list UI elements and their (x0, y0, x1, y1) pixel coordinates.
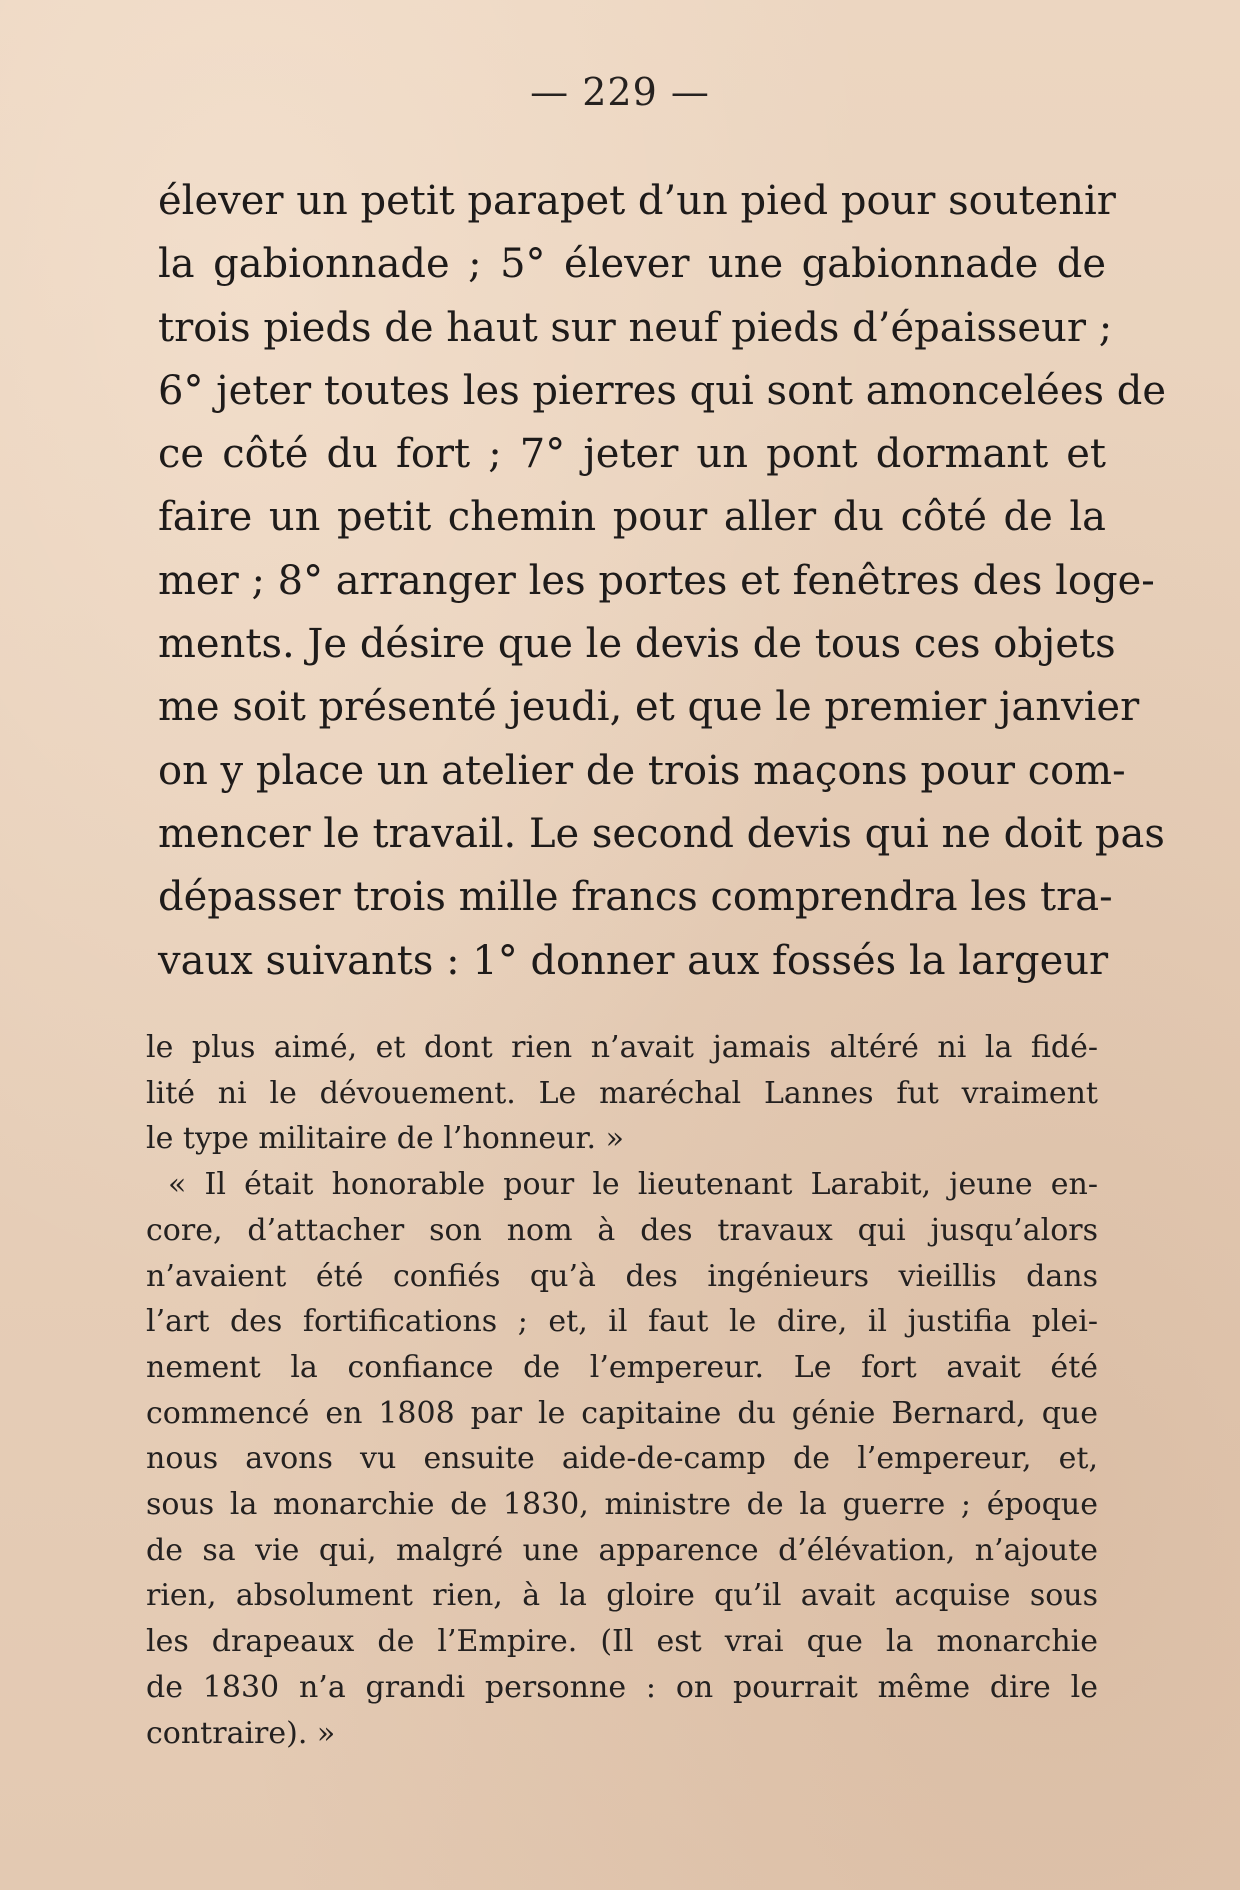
text-line: vaux suivants : 1° donner aux fossés la largeur (158, 937, 1109, 984)
main-text-block (158, 170, 1167, 993)
footnote-line: contraire). » (146, 1715, 336, 1751)
footnote-line: lité ni le dévouement. Le maréchal Lannes fut vraiment (146, 1075, 1098, 1111)
footnote-block (146, 1025, 1098, 1756)
footnote-line: le plus aimé, et dont rien n’avait jamais altéré ni la fidé- (146, 1030, 1098, 1065)
text-line: ce côté du fort ; 7° jeter un pont dormant et (158, 431, 1106, 478)
text-line: 6° jeter toutes les pierres qui sont amoncelées de (158, 367, 1167, 414)
footnote-line: de 1830 n’a grandi personne : on pourrait même dire le (146, 1669, 1098, 1705)
footnote-line: nous avons vu ensuite aide-de-camp de l’empereur, et, (146, 1441, 1098, 1477)
footnote-line: nement la confiance de l’empereur. Le fort avait été (146, 1349, 1098, 1385)
text-line: mer ; 8° arranger les portes et fenêtres des loge- (158, 557, 1155, 604)
footnote-line: « Il était honorable pour le lieutenant Larabit, jeune en- (168, 1167, 1098, 1203)
footnote-line: commencé en 1808 par le capitaine du génie Bernard, que (146, 1395, 1098, 1431)
text-line: trois pieds de haut sur neuf pieds d’épaisseur ; (158, 304, 1113, 351)
footnote-line: rien, absolument rien, à la gloire qu’il avait acquise sous (146, 1578, 1098, 1614)
text-line: faire un petit chemin pour aller du côté de la (158, 494, 1106, 541)
footnote-line: core, d’attacher son nom à des travaux qui jusqu’alors (146, 1212, 1098, 1248)
text-line: on y place un atelier de trois maçons pour com- (158, 747, 1126, 794)
text-line: mencer le travail. Le second devis qui ne doit pas (158, 810, 1165, 857)
footnote-line: les drapeaux de l’Empire. (Il est vrai que la monarchie (146, 1624, 1098, 1660)
footnote-line: de sa vie qui, malgré une apparence d’élévation, n’ajoute (146, 1532, 1098, 1568)
footnote-line: le type militaire de l’honneur. » (146, 1121, 624, 1157)
text-line: ments. Je désire que le devis de tous ces objets (158, 621, 1116, 668)
text-line: dépasser trois mille francs comprendra les tra- (158, 874, 1113, 921)
footnote-line: l’art des fortifications ; et, il faut le dire, il justifia plei- (146, 1304, 1098, 1340)
page-number: — 229 — (530, 70, 710, 114)
text-line: me soit présenté jeudi, et que le premier janvier (158, 684, 1140, 731)
footnote-line: sous la monarchie de 1830, ministre de la guerre ; époque (146, 1487, 1098, 1523)
text-line: la gabionnade ; 5° élever une gabionnade de (158, 241, 1106, 288)
text-line: élever un petit parapet d’un pied pour soutenir (158, 178, 1116, 224)
footnote-line: n’avaient été confiés qu’à des ingénieurs vieillis dans (146, 1258, 1098, 1294)
